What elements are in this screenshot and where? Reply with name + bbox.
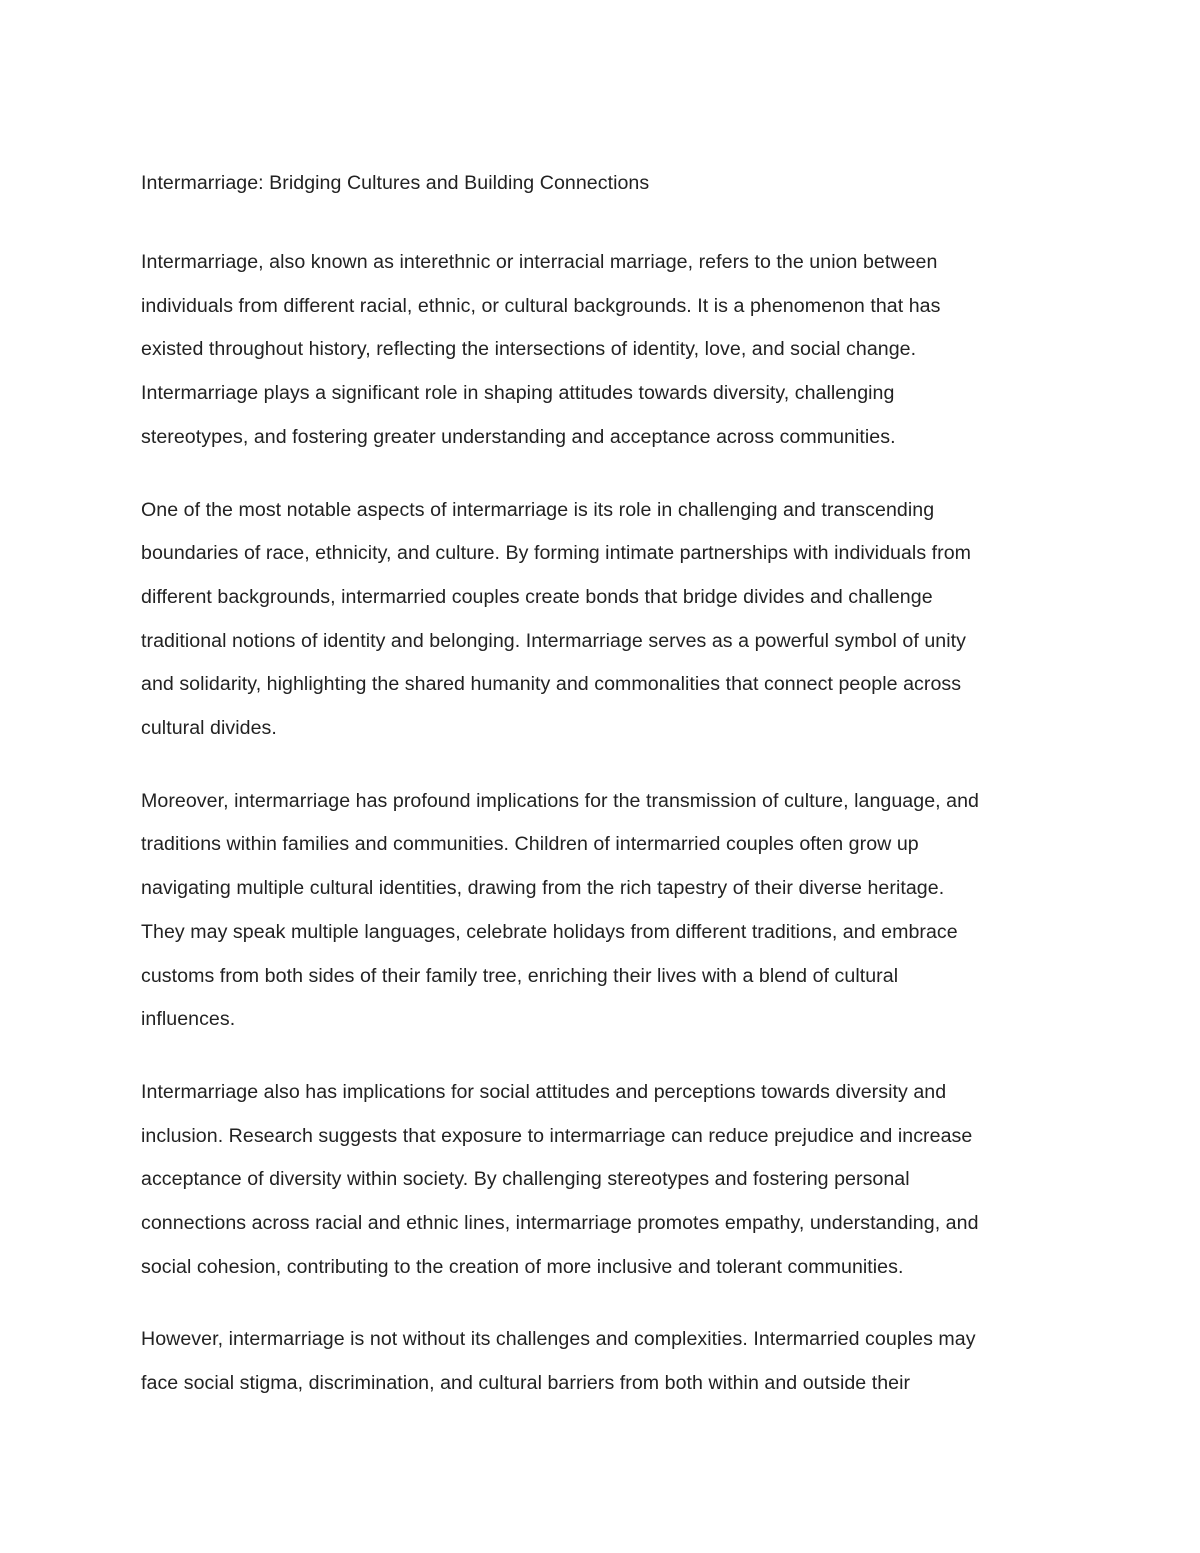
paragraph-line: Intermarriage plays a significant role in shaping attitudes towards diversity, challenging — [141, 382, 895, 405]
paragraph-line: face social stigma, discrimination, and cultural barriers from both within and outside their — [141, 1372, 911, 1395]
document-body — [141, 168, 1066, 1406]
paragraph-line: traditional notions of identity and belonging. Intermarriage serves as a powerful symbol of unity — [141, 629, 966, 652]
paragraph-line: and solidarity, highlighting the shared humanity and commonalities that connect people across — [141, 673, 962, 696]
paragraph-1 — [141, 241, 1066, 460]
paragraph-line: Moreover, intermarriage has profound implications for the transmission of culture, language, and — [141, 789, 979, 812]
paragraph-line: cultural divides. — [141, 717, 277, 740]
paragraph-line: influences. — [141, 1008, 236, 1031]
paragraph-line: However, intermarriage is not without its challenges and complexities. Intermarried couples may — [141, 1328, 976, 1351]
paragraph-2 — [141, 489, 1066, 751]
paragraph-line: different backgrounds, intermarried couples create bonds that bridge divides and challenge — [141, 585, 933, 608]
paragraph-line: navigating multiple cultural identities, drawing from the rich tapestry of their diverse heritage. — [141, 877, 945, 900]
paragraph-line: They may speak multiple languages, celebrate holidays from different traditions, and embrace — [141, 920, 958, 943]
paragraph-line: boundaries of race, ethnicity, and culture. By forming intimate partnerships with individuals from — [141, 542, 972, 565]
paragraph-line: acceptance of diversity within society. By challenging stereotypes and fostering personal — [141, 1168, 910, 1191]
document-title: Intermarriage: Bridging Cultures and Building Connections — [141, 172, 650, 194]
paragraph-line: stereotypes, and fostering greater understanding and acceptance across communities. — [141, 425, 896, 448]
paragraph-line: Intermarriage, also known as interethnic or interracial marriage, refers to the union between — [141, 251, 938, 273]
paragraph-line: Intermarriage also has implications for social attitudes and perceptions towards diversity and — [141, 1080, 947, 1103]
paragraph-4 — [141, 1071, 1066, 1290]
paragraph-line: One of the most notable aspects of intermarriage is its role in challenging and transcending — [141, 498, 935, 521]
paragraph-line: existed throughout history, reflecting the intersections of identity, love, and social change. — [141, 338, 917, 361]
paragraph-5 — [141, 1318, 1066, 1405]
paragraph-line: connections across racial and ethnic lines, intermarriage promotes empathy, understanding, and — [141, 1212, 979, 1235]
paragraph-3 — [141, 780, 1066, 1042]
paragraph-line: social cohesion, contributing to the creation of more inclusive and tolerant communities. — [141, 1255, 904, 1278]
paragraph-line: customs from both sides of their family tree, enriching their lives with a blend of cultural — [141, 964, 899, 987]
paragraph-line: traditions within families and communities. Children of intermarried couples often grow up — [141, 833, 919, 856]
paragraph-line: individuals from different racial, ethnic, or cultural backgrounds. It is a phenomenon that has — [141, 294, 941, 317]
paragraph-line: inclusion. Research suggests that exposure to intermarriage can reduce prejudice and increase — [141, 1124, 973, 1147]
